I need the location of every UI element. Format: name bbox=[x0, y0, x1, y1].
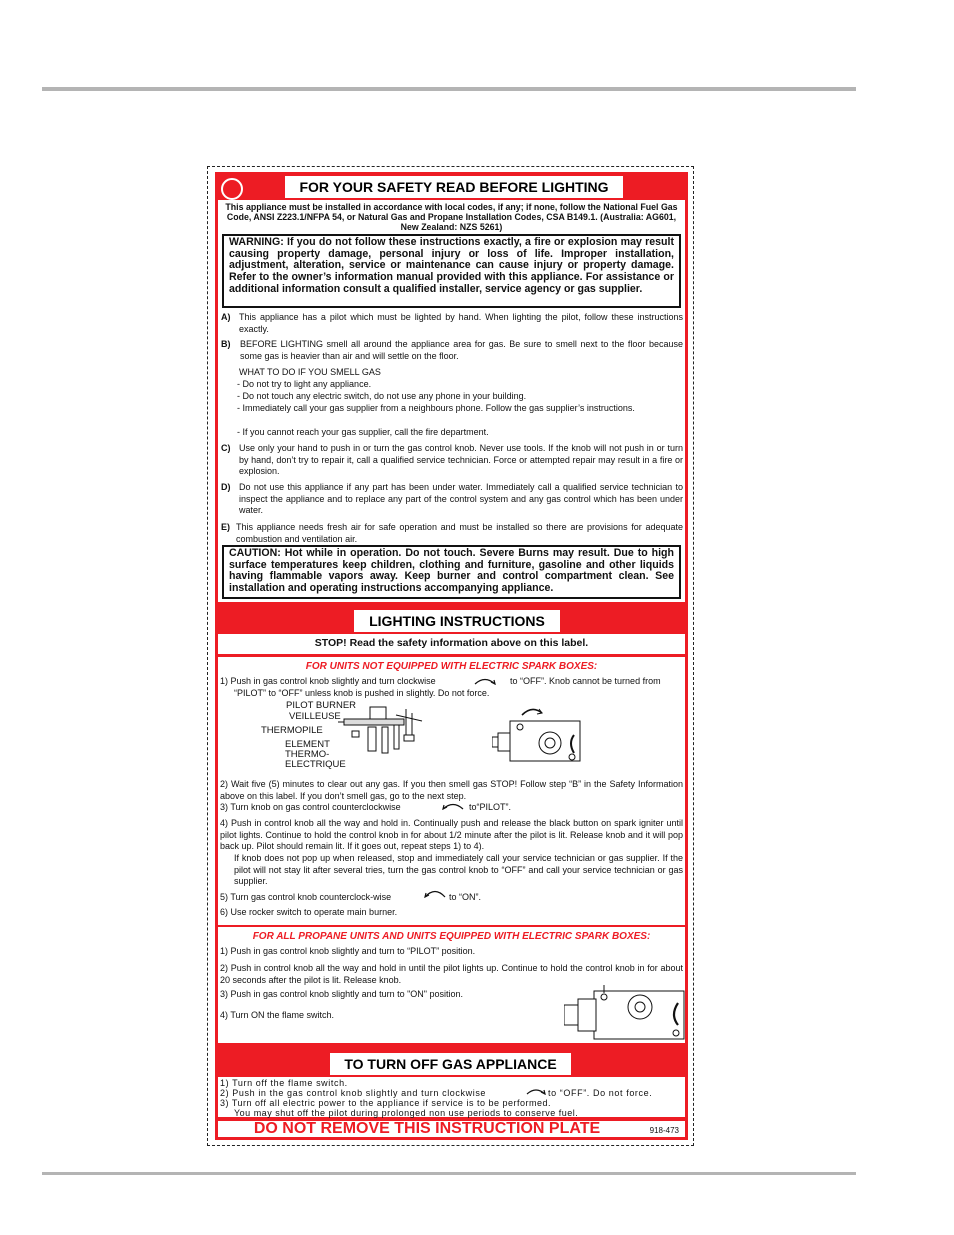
label-element: ELEMENT bbox=[285, 739, 330, 750]
smell-gas-title: WHAT TO DO IF YOU SMELL GAS bbox=[239, 367, 381, 377]
turn-off-step-2a: 2) Push in the gas control knob slightly and turn clockwise bbox=[220, 1088, 487, 1098]
item-e-text: This appliance needs fresh air for safe operation and must be installed so there are provisions for adequate combustion and ventilation air. bbox=[236, 522, 683, 544]
item-c-marker: C) bbox=[221, 443, 231, 453]
safety-title: FOR YOUR SAFETY READ BEFORE LIGHTING bbox=[285, 176, 623, 198]
item-a-marker: A) bbox=[221, 312, 231, 322]
label-pilot-burner: PILOT BURNER bbox=[286, 700, 357, 711]
propane-step-2: 2) Push in control knob all the way and hold in until the pilot lights up. Continue to hold the control knob in for about 20 seconds after the pilot is lit. Release knob. bbox=[220, 963, 683, 985]
no-spark-step-1c: “PILOT” to “OFF” unless knob is pushed in slightly. Do not force. bbox=[234, 688, 490, 698]
item-e-marker: E) bbox=[221, 522, 230, 532]
footer-section bbox=[218, 1121, 685, 1137]
turn-off-step-3: 3) Turn off all electric power to the appliance if service is to be performed. bbox=[220, 1098, 551, 1108]
no-spark-section bbox=[218, 657, 685, 925]
no-spark-step-3a: 3) Turn knob on gas control counterclockwise bbox=[220, 802, 401, 812]
no-spark-step-5a: 5) Turn gas control knob counterclock-wise bbox=[220, 892, 392, 902]
item-d-marker: D) bbox=[221, 482, 231, 492]
safety-section bbox=[218, 200, 685, 602]
caution-box: CAUTION: Hot while in operation. Do not touch. Severe Burns may result. Due to high surface temperatures keep children, clothing and furniture, gasoline and other liquids having flammable vapors away. Keep burner and control compartment clean. See installation and operating instructions accompanying appliance. bbox=[222, 545, 681, 599]
label-thermopile: THERMOPILE bbox=[261, 725, 323, 736]
clockwise-arrow-icon bbox=[525, 1086, 547, 1095]
no-spark-step-6: 6) Use rocker switch to operate main burner. bbox=[220, 907, 398, 917]
do-not-remove-notice: DO NOT REMOVE THIS INSTRUCTION PLATE bbox=[253, 1120, 601, 1137]
warning-box: WARNING: If you do not follow these instructions exactly, a fire or explosion may result causing property damage, personal injury or loss of life. Improper installation, adjustment, alteration, service or maintenance can cause injury or property damage. Refer to the owner’s information manual provided with this appliance. For assistance or additional information consult a qualified installer, service agency or gas supplier. bbox=[222, 234, 681, 308]
counterclockwise-arrow-icon bbox=[422, 886, 448, 898]
label-thermo: THERMO- bbox=[285, 749, 330, 760]
install-notice: This appliance must be installed in accordance with local codes, if any; if none, follow the National Fuel Gas Code, ANSI Z223.1/NFPA 54, or Natural Gas and Propane Installation Codes, CSA B149.1. (Australia: AG601, New Zealand: NZS 5261) bbox=[225, 202, 678, 233]
plate-circle-mark bbox=[221, 178, 243, 200]
no-spark-step-5b: to “ON”. bbox=[449, 892, 482, 902]
label-veilleuse: VEILLEUSE bbox=[289, 711, 341, 722]
propane-step-1: 1) Push in gas control knob slightly and turn to “PILOT” position. bbox=[220, 946, 476, 956]
propane-step-3: 3) Push in gas control knob slightly and turn to "ON" position. bbox=[220, 989, 464, 999]
label-electrique: ELECTRIQUE bbox=[285, 759, 346, 770]
instruction-plate bbox=[207, 166, 694, 1146]
propane-section bbox=[218, 927, 685, 1043]
item-c-text: Use only your hand to push in or turn the gas control knob. Never use tools. If the knob will not push in or turn by hand, don’t try to repair it, call a qualified service technician. Force or attempted repair may result in a fire or explosion. bbox=[239, 443, 683, 476]
item-a-text: This appliance has a pilot which must be lighted by hand. When lighting the pilot, follow these instructions exactly. bbox=[239, 312, 683, 334]
no-spark-step-4b: If knob does not pop up when released, stop and immediately call your service technician or gas supplier. If the pilot will not stay lit after several tries, turn the gas control knob to “OFF” and call your service technician or gas supplier. bbox=[234, 853, 683, 886]
gas-valve-knob-diagram bbox=[492, 701, 582, 767]
no-spark-step-1b: to “OFF”. Knob cannot be turned from bbox=[510, 676, 661, 686]
part-number: 918-473 bbox=[649, 1126, 679, 1135]
plate-red-border bbox=[215, 172, 688, 1140]
no-spark-step-3b: to“PILOT”. bbox=[469, 802, 512, 812]
stop-section bbox=[218, 634, 685, 654]
propane-step-4: 4) Turn ON the flame switch. bbox=[220, 1010, 335, 1020]
smell-gas-step-1: - Do not try to light any appliance. bbox=[237, 379, 372, 389]
turn-off-step-1: 1) Turn off the flame switch. bbox=[220, 1078, 348, 1088]
no-spark-step-1a: 1) Push in gas control knob slightly and turn clockwise bbox=[220, 676, 436, 686]
item-d-text: Do not use this appliance if any part has been under water. Immediately call a qualified service technician to inspect the appliance and to replace any part of the control system and any gas control which has been under water. bbox=[239, 482, 683, 515]
no-spark-step-2: 2) Wait five (5) minutes to clear out any gas. If you then smell gas STOP! Follow step “B” in the Safety Information above on this label. If you don’t smell gas, go to the next step. bbox=[220, 779, 683, 801]
smell-gas-step-2: - Do not touch any electric switch, do not use any phone in your building. bbox=[237, 391, 527, 401]
clockwise-arrow-icon bbox=[472, 675, 498, 685]
gas-valve-diagram bbox=[564, 985, 686, 1041]
propane-heading: FOR ALL PROPANE UNITS AND UNITS EQUIPPED WITH ELECTRIC SPARK BOXES: bbox=[252, 931, 651, 942]
smell-gas-step-3: - Immediately call your gas supplier from a neighbours phone. Follow the gas supplier’s instructions. bbox=[237, 403, 635, 413]
bottom-rule bbox=[42, 1172, 856, 1175]
no-spark-step-4: 4) Push in control knob all the way and hold in. Continually push and release the black button on spark igniter until pilot lights. Continue to hold the control knob in for about 1/2 minute after the pilot is lit. Release knob and it will pop back up. Pilot should remain lit. If it goes out, repeat steps 1) to 4). bbox=[220, 818, 683, 851]
lighting-title: LIGHTING INSTRUCTIONS bbox=[354, 610, 560, 632]
turn-off-step-2b: to “OFF”. Do not force. bbox=[548, 1088, 653, 1098]
stop-notice: STOP! Read the safety information above on this label. bbox=[314, 637, 589, 649]
turn-off-section bbox=[218, 1077, 685, 1117]
turn-off-title: TO TURN OFF GAS APPLIANCE bbox=[330, 1053, 571, 1075]
counterclockwise-arrow-icon bbox=[440, 800, 466, 810]
top-rule bbox=[42, 87, 856, 91]
no-spark-heading: FOR UNITS NOT EQUIPPED WITH ELECTRIC SPARK BOXES: bbox=[305, 661, 598, 672]
pilot-burner-diagram bbox=[338, 705, 423, 757]
turn-off-step-3b: You may shut off the pilot during prolonged non use periods to conserve fuel. bbox=[234, 1108, 579, 1118]
item-b-text: BEFORE LIGHTING smell all around the appliance area for gas. Be sure to smell next to the floor because some gas is heavier than air and will settle on the floor. bbox=[240, 339, 683, 361]
item-b-marker: B) bbox=[221, 339, 231, 349]
smell-gas-step-4: - If you cannot reach your gas supplier, call the fire department. bbox=[237, 427, 489, 437]
